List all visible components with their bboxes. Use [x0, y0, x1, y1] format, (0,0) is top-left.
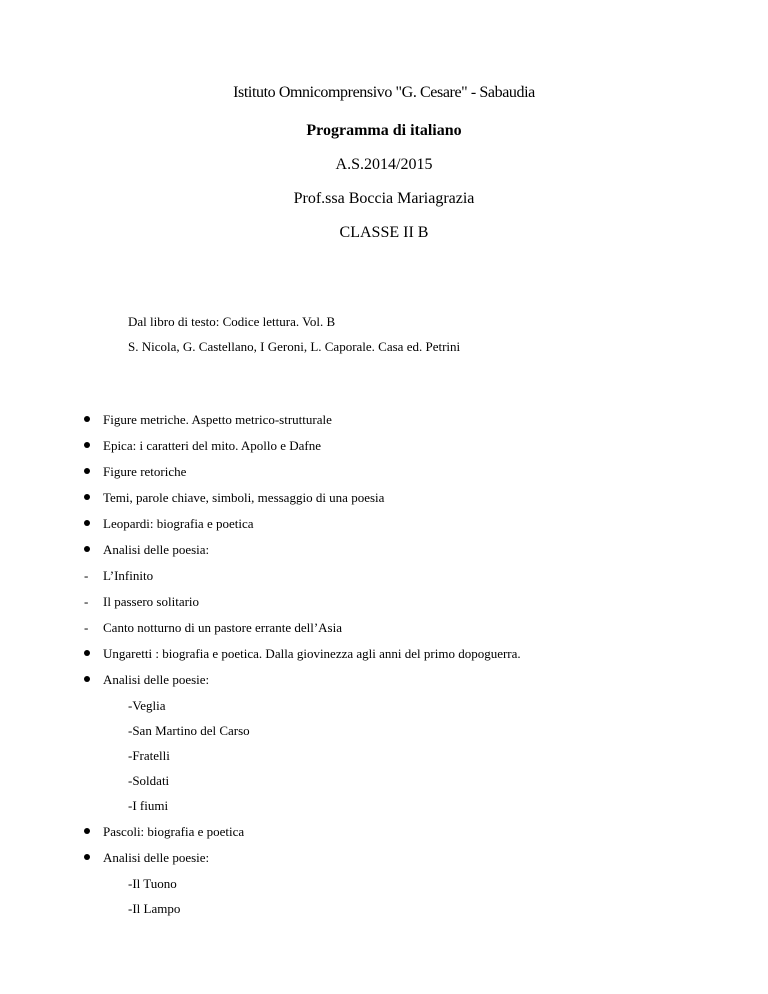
bullet-icon	[84, 650, 90, 656]
class-name: CLASSE II B	[339, 224, 429, 241]
list-item	[84, 411, 332, 429]
list-item-text: Figure metriche. Aspetto metrico-strutturale	[103, 412, 332, 427]
list-item-text: Il passero solitario	[103, 594, 200, 609]
list-item-text: Leopardi: biografia e poetica	[103, 516, 254, 531]
bullet-icon	[84, 828, 90, 834]
poem-item: -Soldati	[128, 773, 170, 788]
list-item-text: Pascoli: biografia e poetica	[103, 824, 245, 839]
bullet-icon	[84, 520, 90, 526]
dash-marker: -	[84, 594, 89, 609]
list-item-text: Ungaretti : biografia e poetica. Dalla giovinezza agli anni del primo dopoguerra.	[103, 646, 521, 661]
authors-line: S. Nicola, G. Castellano, I Geroni, L. Caporale. Casa ed. Petrini	[128, 339, 461, 354]
list-item	[84, 645, 521, 663]
list-item	[84, 849, 209, 867]
bullet-icon	[84, 468, 90, 474]
list-item-text: Canto notturno di un pastore errante dell’Asia	[103, 620, 342, 635]
bullet-icon	[84, 546, 90, 552]
list-item	[84, 541, 209, 559]
list-item-text: Temi, parole chiave, simboli, messaggio di una poesia	[103, 490, 385, 505]
list-item	[84, 515, 254, 533]
list-item	[84, 823, 244, 841]
list-item-text: Analisi delle poesia:	[103, 542, 210, 557]
list-item	[84, 671, 209, 689]
bullet-icon	[84, 442, 90, 448]
poem-item: -Veglia	[128, 698, 166, 713]
list-item-text: L’Infinito	[103, 568, 154, 583]
bullet-icon	[84, 676, 90, 682]
bullet-icon	[84, 854, 90, 860]
bullet-icon	[84, 494, 90, 500]
dash-marker: -	[84, 568, 89, 583]
school-name: Istituto Omnicomprensivo "G. Cesare" - Sabaudia	[233, 84, 535, 101]
subject-title: Programma di italiano	[306, 122, 462, 139]
list-item	[84, 437, 321, 455]
poem-item: -Fratelli	[128, 748, 170, 763]
dash-marker: -	[84, 620, 89, 635]
list-item	[84, 489, 384, 507]
dash-item	[84, 567, 153, 585]
poem-item: -San Martino del Carso	[128, 723, 250, 738]
dash-item	[84, 593, 199, 611]
poem-item: -Il Lampo	[128, 901, 181, 916]
list-item-text: Analisi delle poesie:	[103, 672, 210, 687]
textbook-line: Dal libro di testo: Codice lettura. Vol. B	[128, 314, 336, 329]
list-item	[84, 463, 186, 481]
list-item-text: Figure retoriche	[103, 464, 187, 479]
bullet-icon	[84, 416, 90, 422]
poem-item: -Il Tuono	[128, 876, 177, 891]
school-year: A.S.2014/2015	[335, 156, 433, 173]
poem-item: -I fiumi	[128, 798, 169, 813]
list-item-text: Analisi delle poesie:	[103, 850, 210, 865]
dash-item	[84, 619, 342, 637]
list-item-text: Epica: i caratteri del mito. Apollo e Dafne	[103, 438, 322, 453]
teacher-name: Prof.ssa Boccia Mariagrazia	[293, 190, 475, 207]
